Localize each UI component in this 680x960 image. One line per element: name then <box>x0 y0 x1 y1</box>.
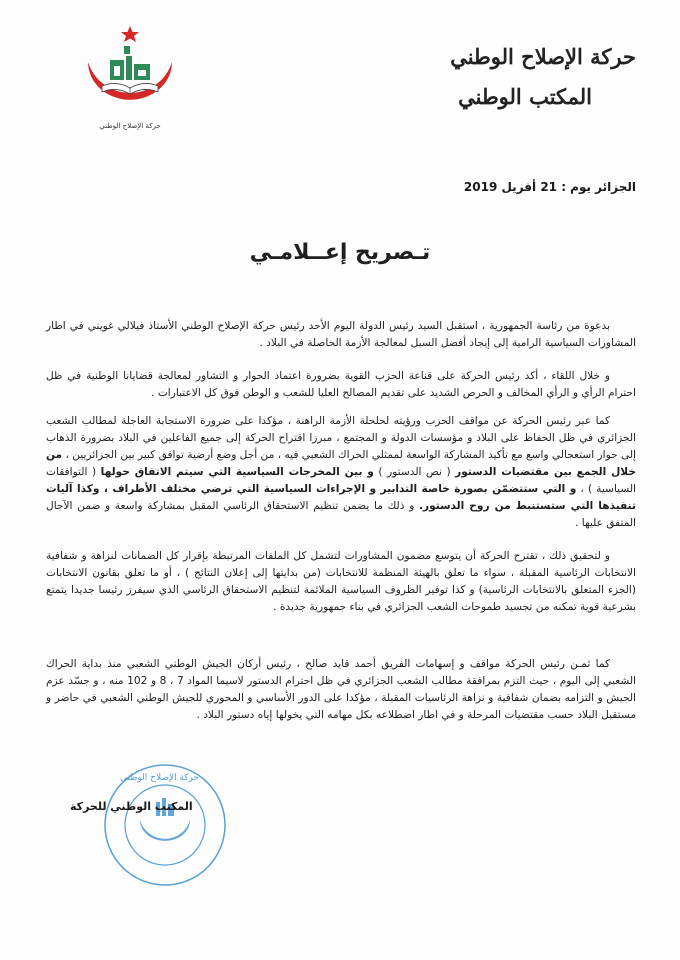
crescent-book-star-icon <box>78 22 182 122</box>
bold-emphasis: من خلال الجمع بين مقتضيات الدستور <box>45 449 636 478</box>
paragraph-5 <box>46 656 636 724</box>
office-name: المكتب الوطني <box>458 84 592 109</box>
paragraph-text: كما ثمـن رئيس الحركة مواقف و إسهامات الفريق أحمد قايد صالح ، رئيس أركان الجيش الوطني الشعبي منذ بداية الحراك الشعبي إلى اليوم ، حيث التزم بمرافقة مطالب الشعب الجزائري في ظل احترام الدستور لاسيما المواد 7 ، 8 و 102 منه ، و جسّد عزم الجيش و التزامه بضمان شفافية و نزاهة الرئاسيات المقبلة ، مؤكدا على الدور الأساسي و المحوري للجيش الوطني الشعبي في حاضر و مستقبل البلاد حسب مقتضيات المرحلة و في اطار اضطلاعه بكل مهامه التي يخولها إياه دستور البلاد . <box>46 658 636 721</box>
organization-name: حركة الإصلاح الوطني <box>450 44 636 69</box>
date-line: الجزائر يوم : 21 أفريل 2019 <box>463 180 636 194</box>
stamp-seal-icon <box>100 760 230 890</box>
logo-caption: حركة الإصلاح الوطني <box>99 122 161 130</box>
official-stamp <box>100 760 230 890</box>
document-title: تـصريح إعــلامـي <box>249 240 431 265</box>
paragraph-text-span: ( التوافقات السياسية ) ، <box>46 466 636 495</box>
paragraph-4 <box>46 548 636 616</box>
paragraph-text-span: كما عبر رئيس الحركة عن مواقف الحزب ورؤيته لحلحلة الأزمة الراهنة ، مؤكدا على ضرورة الاستجابة العاجلة لمطالب الشعب الجزائري في ظل الحفاظ على البلاد و مؤسسات الدولة و المجتمع ، مبرزا اقتراح الحركة إلى جميع الفاعلين في البلاد بضرورة الذهاب إلى حوار استعجالي واسع مع تأكيد المشاركة الواسعة لممثلي الحراك الشعبي فيه ، من أجل وضع أرضية توافق كبير بين الجزائريين ، <box>46 415 636 461</box>
paragraph-text: بدعوة من رئاسة الجمهورية ، استقبل السيد رئيس الدولة اليوم الأحد رئيس حركة الإصلاح الوطني الأستاذ فيلالي غويني في اطار المشاورات السياسية الرامية إلى إيجاد أفضل السبل لمعالجة الأزمة الحاصلة في البلاد . <box>46 320 636 349</box>
stamp-ring-text: حركة الإصلاح الوطني <box>120 773 200 783</box>
bold-emphasis: و بين المخرجات السياسية التي سيتم الاتفاق حولها <box>100 466 374 478</box>
paragraph-text: و خلال اللقاء ، أكد رئيس الحركة على قناعة الحزب القوية بضرورة اعتماد الحوار و التشاور لمعالجة قضايانا الوطنية في ظل احترام الرأي و الرأي المخالف و الحرص الشديد على تقديم المصالح العليا للشعب و الوطن فوق كل الاعتبارات . <box>46 370 636 399</box>
paragraph-text: و لتحقيق ذلك ، تقترح الحركة أن يتوسع مضمون المشاورات لتشمل كل الملفات المرتبطة بإقرار كل الضمانات لنزاهة و شفافية الانتخابات الرئاسية المقبلة ، سواء ما تعلق بالهيئة المنظمة للانتخابات (من بدايتها إلى إعلان النتائج ) ، أو ما تعلق بقانون الانتخابات (الجزء المتعلق بالانتخابات الرئاسية) و كذا توفير الظروف السياسية الملائمة لتنظيم الاستحقاق الرئاسي الذي سيفرز رئيسا جديدا يتمتع بشرعية قوية تمكنه من تجسيد طموحات الشعب الجزائري في بناء جمهورية جديدة . <box>46 550 636 613</box>
bold-emphasis: و التي ستتضمّن بصورة خاصة التدابير و الإجراءات السياسية التي ترضي مختلف الأطراف ، وكذا آليات تنفيذها التي ستستنبط من روح الدستور. <box>46 483 636 512</box>
signature: المكتب الوطني للحركة <box>70 800 193 813</box>
paragraph-1 <box>46 318 636 352</box>
paragraph-text-span: ( نص الدستور ) <box>373 466 456 478</box>
paragraph-text-span: و ذلك ما يضمن تنظيم الاستحقاق الرئاسي المقبل بمشاركة واسعة و ضمن الآجال المتفق عليها . <box>46 500 636 529</box>
party-logo <box>78 22 182 138</box>
paragraph-text <box>46 413 636 532</box>
paragraph-2 <box>46 368 636 402</box>
paragraph-3 <box>46 413 636 532</box>
